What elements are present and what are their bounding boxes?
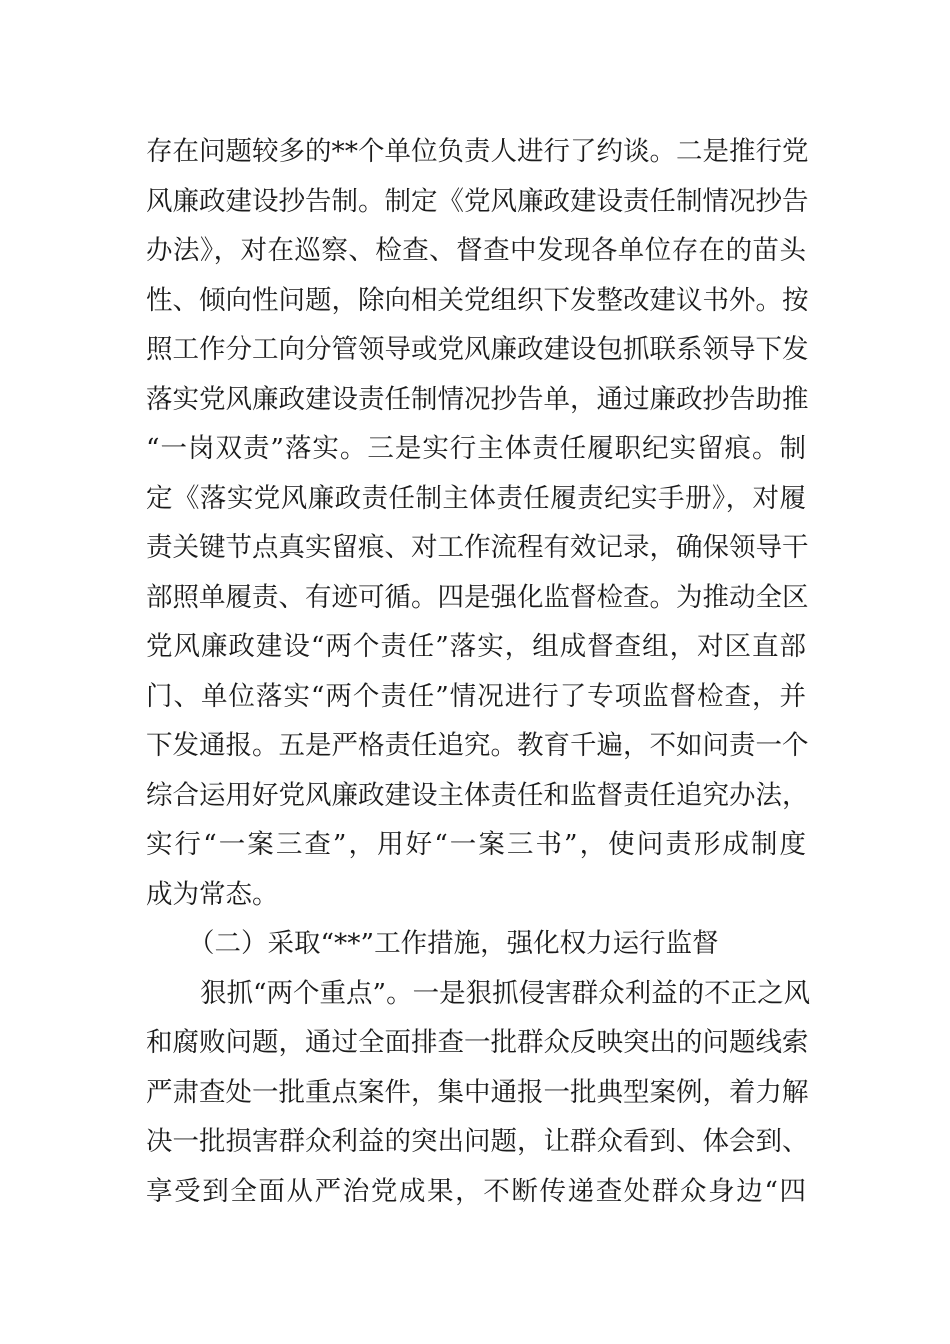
paragraph-line-12: 门、单位落实“两个责任”情况进行了专项监督检查，并 [146, 681, 806, 712]
paragraph-line-11: 党风廉政建设“两个责任”落实，组成督查组，对区直部 [146, 631, 806, 662]
paragraph-line-16: 成为常态。 [146, 879, 279, 910]
paragraph-line-1: 存在问题较多的**个单位负责人进行了约谈。二是推行党 [146, 136, 809, 167]
paragraph-line-5: 照工作分工向分管领导或党风廉政建设包抓联系领导下发 [146, 334, 809, 365]
section-heading: （二）采取“**”工作措施，强化权力运行监督 [188, 928, 719, 959]
paragraph2-line-3: 严肃查处一批重点案件，集中通报一批典型案例，着力解 [146, 1077, 809, 1108]
paragraph-line-9: 责关键节点真实留痕、对工作流程有效记录，确保领导干 [146, 532, 809, 563]
paragraph-line-4: 性、倾向性问题，除向相关党组织下发整改建议书外。按 [146, 285, 809, 316]
paragraph-line-8: 定《落实党风廉政责任制主体责任履责纪实手册》，对履 [146, 483, 806, 514]
paragraph-line-7: “一岗双责”落实。三是实行主体责任履职纪实留痕。制 [146, 433, 806, 464]
paragraph-line-3: 办法》，对在巡察、检查、督查中发现各单位存在的苗头 [146, 235, 806, 266]
paragraph2-line-2: 和腐败问题，通过全面排查一批群众反映突出的问题线索 [146, 1027, 809, 1058]
paragraph-line-10: 部照单履责、有迹可循。四是强化监督检查。为推动全区 [146, 582, 809, 613]
paragraph2-line-4: 决一批损害群众利益的突出问题，让群众看到、体会到、 [146, 1126, 809, 1157]
paragraph-line-13: 下发通报。五是严格责任追究。教育千遍，不如问责一个 [146, 730, 809, 761]
paragraph-line-14: 综合运用好党风廉政建设主体责任和监督责任追究办法， [146, 780, 809, 811]
paragraph-line-15: 实行“一案三查”，用好“一案三书”，使问责形成制度 [146, 829, 806, 860]
paragraph2-line-1: 狠抓“两个重点”。一是狠抓侵害群众利益的不正之风 [200, 978, 811, 1009]
paragraph-line-2: 风廉政建设抄告制。制定《党风廉政建设责任制情况抄告 [146, 186, 809, 217]
paragraph-line-6: 落实党风廉政建设责任制情况抄告单，通过廉政抄告助推 [146, 384, 809, 415]
paragraph2-line-5: 享受到全面从严治党成果，不断传递查处群众身边“四 [146, 1176, 806, 1207]
